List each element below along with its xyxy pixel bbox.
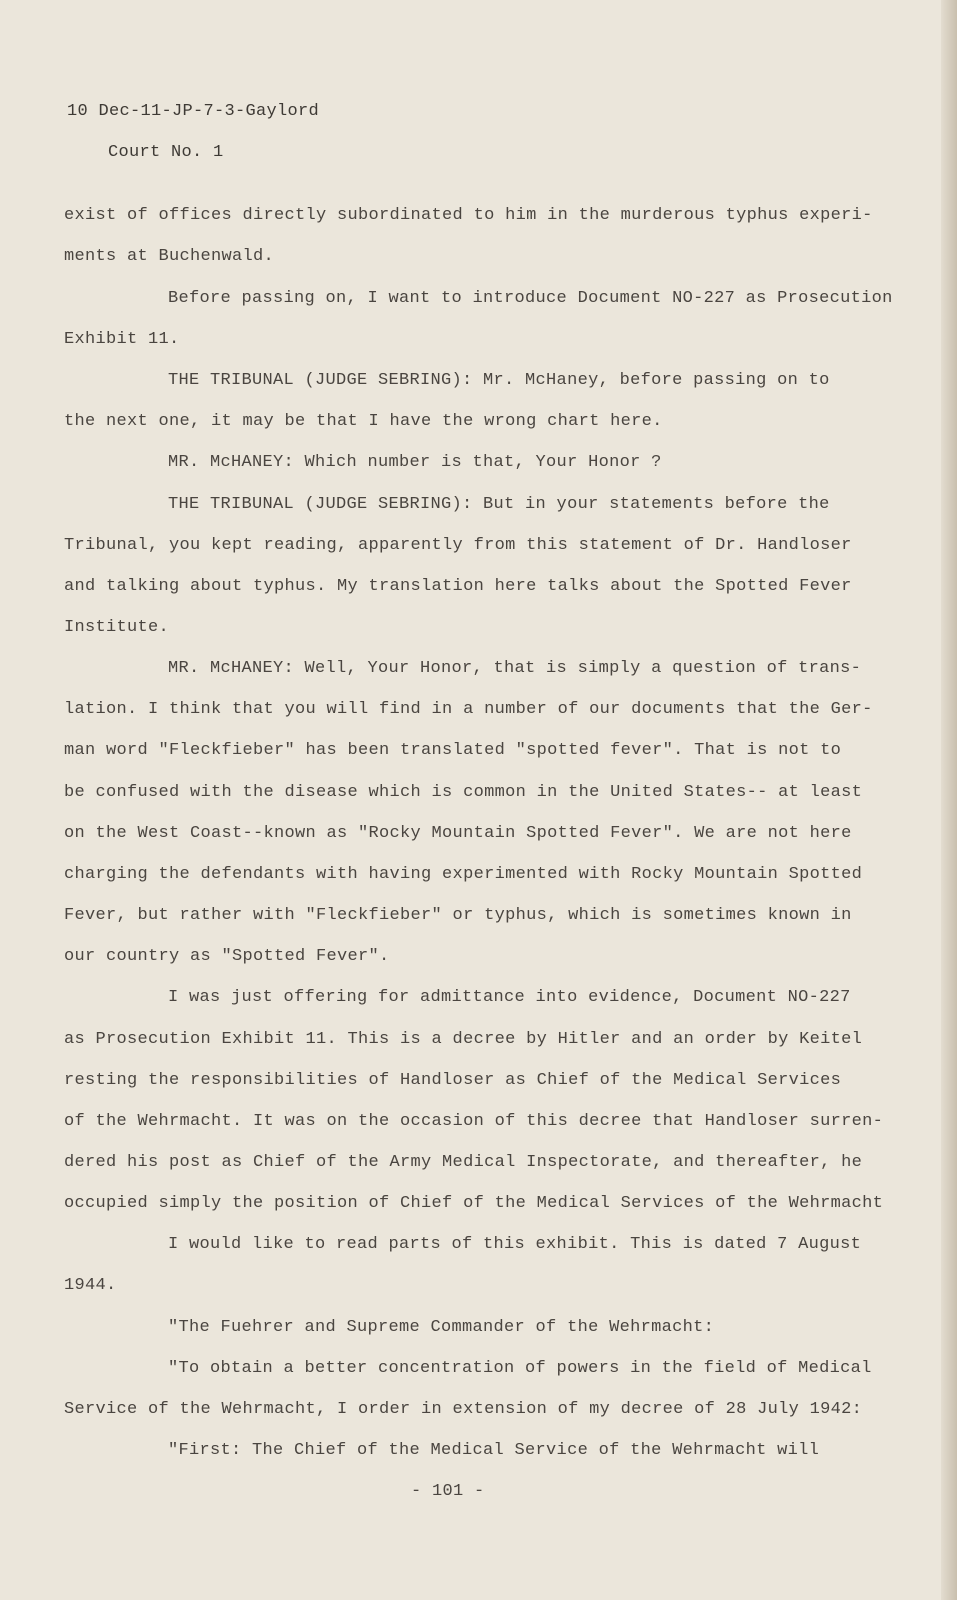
text-line: THE TRIBUNAL (JUDGE SEBRING): Mr. McHaney, before passing on to [168,371,830,390]
text-line: I would like to read parts of this exhibit. This is dated 7 August [168,1235,862,1254]
text-line: Before passing on, I want to introduce Document NO-227 as Prosecution [168,289,893,308]
text-line: occupied simply the position of Chief of the Medical Services of the Wehrmacht [64,1194,884,1213]
text-line: Service of the Wehrmacht, I order in extension of my decree of 28 July 1942: [64,1400,863,1419]
text-line: dered his post as Chief of the Army Medical Inspectorate, and thereafter, he [64,1153,863,1172]
text-line: resting the responsibilities of Handloser as Chief of the Medical Services [64,1071,842,1090]
text-line: Exhibit 11. [64,330,180,349]
text-line: be confused with the disease which is common in the United States-- at least [64,783,863,802]
paper-edge-shadow [941,0,957,1600]
text-line: lation. I think that you will find in a number of our documents that the Ger- [64,700,873,719]
text-line: the next one, it may be that I have the wrong chart here. [64,412,663,431]
text-line: Tribunal, you kept reading, apparently from this statement of Dr. Handloser [64,536,852,555]
text-line: "To obtain a better concentration of powers in the field of Medical [168,1359,872,1378]
text-line: MR. McHANEY: Which number is that, Your Honor ? [168,453,662,472]
text-line: charging the defendants with having experimented with Rocky Mountain Spotted [64,865,863,884]
text-line: THE TRIBUNAL (JUDGE SEBRING): But in your statements before the [168,495,830,514]
text-line: man word "Fleckfieber" has been translated "spotted fever". That is not to [64,741,842,760]
text-line: as Prosecution Exhibit 11. This is a decree by Hitler and an order by Keitel [64,1030,863,1049]
text-line: 1944. [64,1276,117,1295]
text-line: our country as "Spotted Fever". [64,947,390,966]
text-line: "First: The Chief of the Medical Service of the Wehrmacht will [168,1441,820,1460]
text-line: Fever, but rather with "Fleckfieber" or typhus, which is sometimes known in [64,906,852,925]
text-line: "The Fuehrer and Supreme Commander of the Wehrmacht: [168,1318,715,1337]
text-line: Institute. [64,618,170,637]
text-line: and talking about typhus. My translation here talks about the Spotted Fever [64,577,852,596]
page-number: - 101 - [411,1482,485,1501]
text-line: on the West Coast--known as "Rocky Mountain Spotted Fever". We are not here [64,824,852,843]
document-reference: 10 Dec-11-JP-7-3-Gaylord [67,102,320,121]
text-line: ments at Buchenwald. [64,247,275,266]
text-line: of the Wehrmacht. It was on the occasion of this decree that Handloser surren- [64,1112,884,1131]
text-line: exist of offices directly subordinated to him in the murderous typhus experi- [64,206,873,225]
court-number: Court No. 1 [108,143,224,162]
text-line: I was just offering for admittance into evidence, Document NO-227 [168,988,851,1007]
text-line: MR. McHANEY: Well, Your Honor, that is simply a question of trans- [168,659,862,678]
